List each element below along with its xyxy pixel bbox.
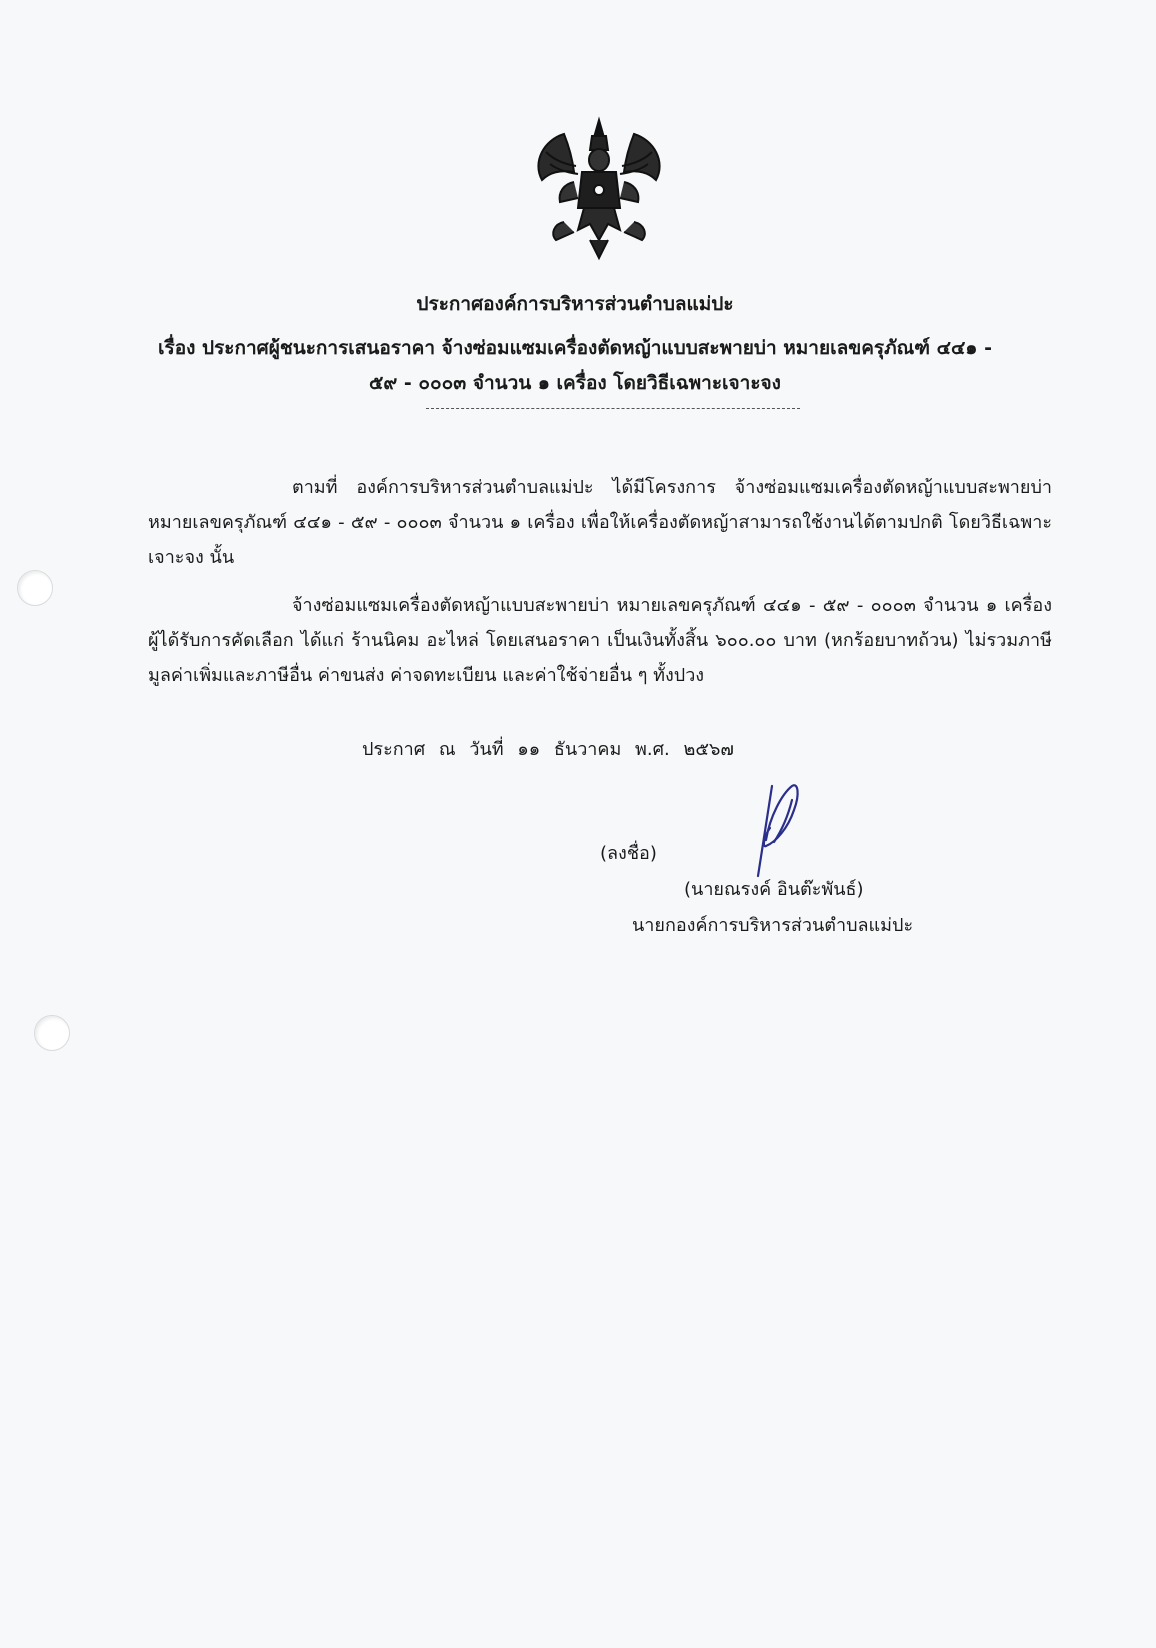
signer-title: นายกองค์การบริหารส่วนตำบลแม่ปะ (632, 915, 914, 936)
subject-line: เรื่อง ประกาศผู้ชนะการเสนอราคา จ้างซ่อมแซมเครื่องตัดหญ้าแบบสะพายบ่า หมายเลขครุภัณฑ์ ๔๔๑ - (158, 337, 992, 359)
punch-hole (34, 1015, 70, 1051)
signature-icon (752, 780, 812, 880)
paragraph-award: จ้างซ่อมแซมเครื่องตัดหญ้าแบบสะพายบ่า หมายเลขครุภัณฑ์ ๔๔๑ - ๕๙ - ๐๐๐๓ จำนวน ๑ เครื่อง ผู้ได้รับการคัดเลือก ได้แก่ ร้านนิคม อะไหล่ โดยเสนอราคา เป็นเงินทั้งสิ้น ๖๐๐.๐๐ บาท (หกร้อยบาทถ้วน) ไม่รวมภาษีมูลค่าเพิ่มและภาษีอื่น ค่าขนส่ง ค่าจดทะเบียน และค่าใช้จ่ายอื่น ๆ ทั้งปวง (148, 595, 1052, 686)
signer-name: (นายณรงค์ อินต๊ะพันธ์) (684, 879, 864, 900)
heading-divider (426, 408, 800, 409)
paragraph-background: ตามที่ องค์การบริหารส่วนตำบลแม่ปะ ได้มีโครงการ จ้างซ่อมแซมเครื่องตัดหญ้าแบบสะพายบ่า หมายเลขครุภัณฑ์ ๔๔๑ - ๕๙ - ๐๐๐๓ จำนวน ๑ เครื่อง เพื่อให้เครื่องตัดหญ้าสามารถใช้งานได้ตามปกติ โดยวิธีเฉพาะเจาะจง นั้น (148, 477, 1052, 568)
punch-hole (17, 570, 53, 606)
subject-line-continued: ๕๙ - ๐๐๐๓ จำนวน ๑ เครื่อง โดยวิธีเฉพาะเจาะจง (369, 372, 781, 394)
sign-label: (ลงชื่อ) (600, 843, 657, 864)
organization-heading: ประกาศองค์การบริหารส่วนตำบลแม่ปะ (416, 293, 734, 315)
garuda-emblem-icon (524, 112, 674, 262)
announcement-date: ประกาศ ณ วันที่ ๑๑ ธันวาคม พ.ศ. ๒๕๖๗ (362, 739, 734, 760)
